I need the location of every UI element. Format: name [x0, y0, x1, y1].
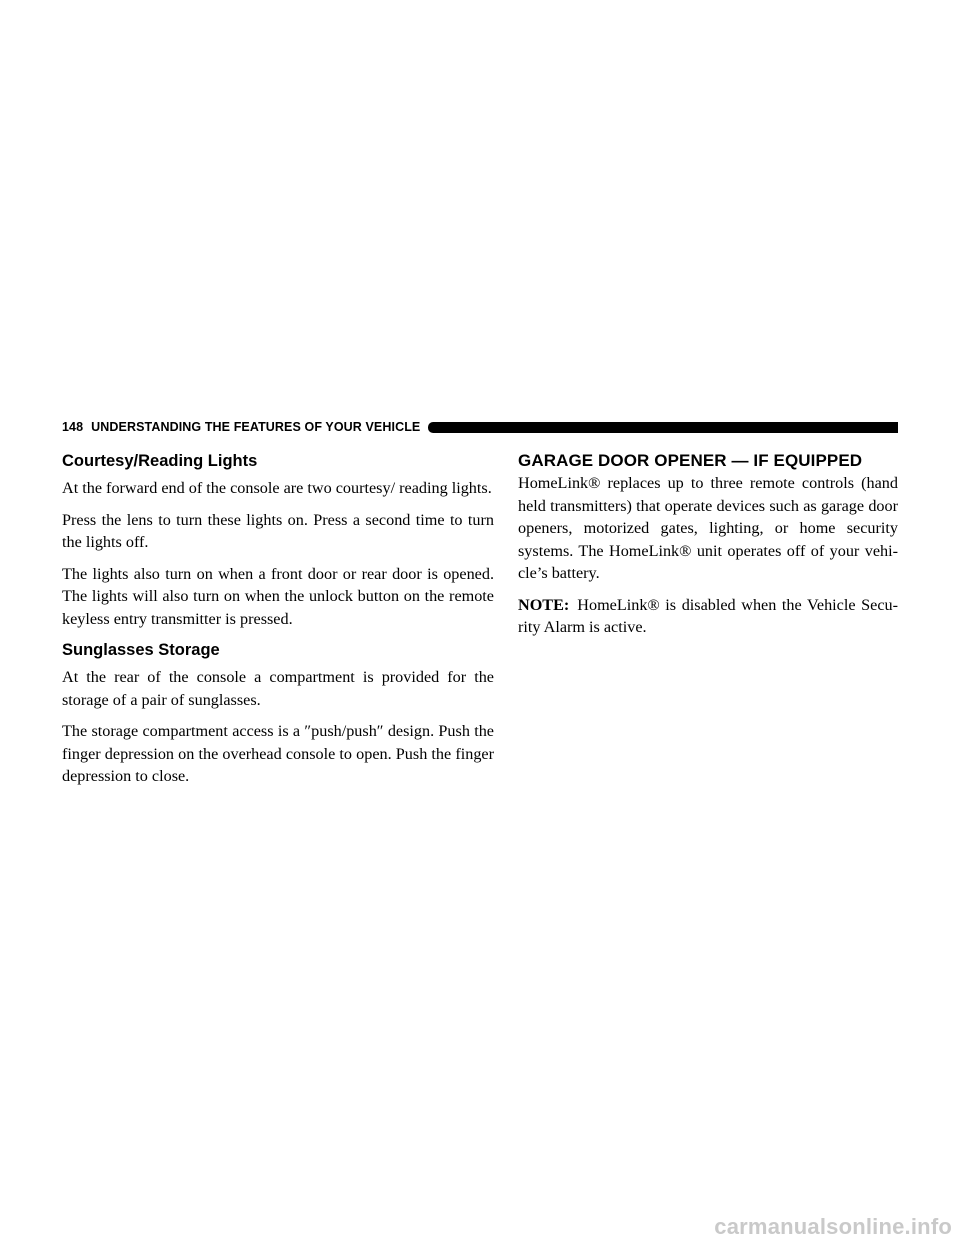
sunglasses-storage-heading: Sunglasses Storage — [62, 641, 220, 659]
courtesy-paragraph-2: Press the lens to turn these lights on. Press a second time to turn the lights off. — [62, 510, 494, 551]
right-column — [518, 450, 898, 648]
header-rule — [428, 422, 898, 433]
sunglasses-paragraph-1: At the rear of the console a compartment is provided for the storage of a pair of sunglasses. — [62, 668, 494, 709]
note-label: NOTE: — [518, 595, 570, 614]
left-column — [62, 450, 494, 797]
note-paragraph — [518, 594, 898, 639]
homelink-paragraph: HomeLink® replaces up to three remote controls (hand held transmitters) that operate devices such as garage door openers, motorized gates, lighting, or home security systems. The HomeLink® unit operates off of your vehi- cle’s battery. — [518, 474, 898, 582]
sunglasses-paragraph-2: The storage compartment access is a ″push/push″ design. Push the finger depression on the overhead console to open. Push the finger depression to close. — [62, 722, 494, 785]
page-header — [62, 418, 898, 436]
courtesy-paragraph-1: At the forward end of the console are two courtesy/ reading lights. — [62, 479, 492, 497]
header-title: UNDERSTANDING THE FEATURES OF YOUR VEHICLE — [91, 420, 421, 434]
page-number: 148 — [62, 420, 84, 434]
courtesy-paragraph-3: The lights also turn on when a front door or rear door is opened. The lights will also turn on when the unlock button on the remote keyless entry transmitter is pressed. — [62, 564, 494, 628]
garage-door-opener-heading: GARAGE DOOR OPENER — IF EQUIPPED — [518, 451, 863, 470]
watermark: carmanualsonline.info — [714, 1214, 952, 1239]
courtesy-lights-heading: Courtesy/Reading Lights — [62, 452, 258, 470]
note-text: HomeLink® is disabled when the Vehicle Secu- rity Alarm is active. — [518, 595, 898, 636]
